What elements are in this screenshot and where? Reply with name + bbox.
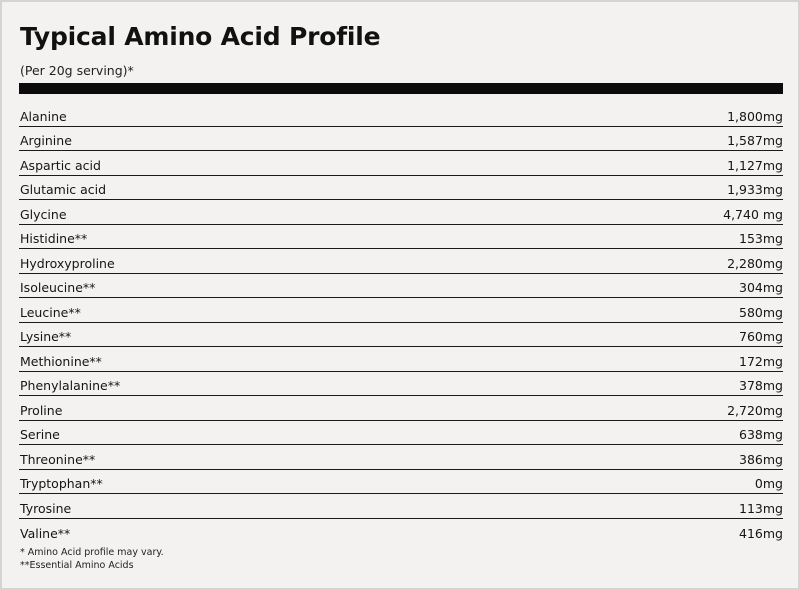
amino-acid-amount: 113mg	[739, 500, 783, 516]
amino-acid-name: Leucine**	[20, 304, 81, 320]
amino-acid-name: Tryptophan**	[20, 476, 103, 491]
amino-acid-amount: 4,740 mg	[723, 206, 783, 222]
amino-acid-name: Valine**	[20, 526, 71, 541]
amino-acid-name: Histidine**	[20, 231, 88, 246]
amino-acid-table	[19, 102, 783, 543]
amino-acid-amount: 378mg	[739, 378, 783, 393]
amino-acid-name: Serine	[20, 427, 60, 442]
table-row	[19, 470, 783, 495]
table-row	[19, 200, 783, 225]
amino-acid-amount: 304mg	[739, 280, 783, 295]
amino-acid-amount: 638mg	[739, 427, 783, 442]
amino-acid-amount: 760mg	[739, 329, 783, 344]
table-row	[19, 494, 783, 519]
table-row	[19, 421, 783, 446]
table-row	[19, 274, 783, 299]
amino-acid-profile-card	[2, 2, 798, 588]
amino-acid-amount: 1,127mg	[727, 157, 783, 173]
table-row	[19, 249, 783, 274]
serving-subtitle: (Per 20g serving)*	[20, 63, 134, 78]
table-row	[19, 102, 783, 127]
amino-acid-amount: 1,933mg	[727, 182, 783, 197]
amino-acid-amount: 580mg	[739, 304, 783, 320]
table-row	[19, 151, 783, 176]
amino-acid-name: Proline	[20, 402, 63, 418]
amino-acid-name: Isoleucine**	[20, 280, 96, 295]
amino-acid-name: Arginine	[20, 133, 72, 148]
table-row	[19, 176, 783, 201]
page-title: Typical Amino Acid Profile	[20, 22, 381, 51]
amino-acid-amount: 1,800mg	[727, 108, 783, 124]
amino-acid-amount: 153mg	[739, 231, 783, 246]
amino-acid-name: Glutamic acid	[20, 182, 107, 197]
footnote-essential-amino-acids: **Essential Amino Acids	[20, 560, 134, 571]
table-row	[19, 225, 783, 250]
amino-acid-name: Hydroxyproline	[20, 255, 115, 271]
amino-acid-amount: 2,720mg	[727, 402, 783, 418]
amino-acid-amount: 2,280mg	[727, 255, 783, 271]
amino-acid-name: Threonine**	[20, 451, 96, 467]
amino-acid-amount: 1,587mg	[727, 133, 783, 148]
amino-acid-amount: 0mg	[754, 476, 783, 491]
amino-acid-amount: 416mg	[739, 526, 783, 541]
header-divider	[19, 83, 783, 94]
amino-acid-name: Methionine**	[20, 353, 102, 369]
footnote-profile-may-vary: * Amino Acid profile may vary.	[20, 547, 164, 558]
amino-acid-name: Lysine**	[20, 329, 72, 344]
amino-acid-name: Phenylalanine**	[20, 378, 121, 393]
table-row	[19, 298, 783, 323]
amino-acid-name: Aspartic acid	[20, 157, 101, 173]
amino-acid-amount: 172mg	[739, 353, 783, 369]
amino-acid-amount: 386mg	[739, 451, 783, 467]
amino-acid-name: Alanine	[20, 108, 67, 124]
amino-acid-name: Glycine	[20, 206, 67, 222]
table-row	[19, 372, 783, 397]
footnotes	[20, 546, 164, 572]
table-row	[19, 445, 783, 470]
table-row	[19, 347, 783, 372]
table-row	[19, 323, 783, 348]
table-row	[19, 396, 783, 421]
amino-acid-name: Tyrosine	[20, 500, 72, 516]
table-row	[19, 519, 783, 544]
table-row	[19, 127, 783, 152]
